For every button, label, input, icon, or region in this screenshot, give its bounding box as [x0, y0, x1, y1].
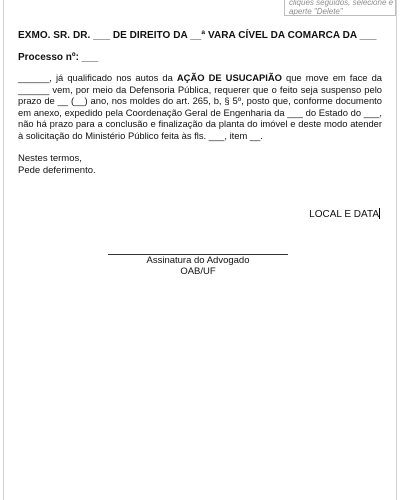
process-number[interactable]: Processo nº: ___ — [18, 52, 99, 63]
closing-line-2: Pede deferimento. — [18, 165, 96, 176]
signature-block[interactable] — [108, 255, 288, 277]
page-border-left — [3, 0, 4, 500]
tooltip-line-2: aperte "Delete" — [289, 7, 343, 16]
tooltip-hint — [284, 0, 396, 16]
action-title: AÇÃO DE USUCAPIÃO — [176, 72, 282, 83]
body-text-part-1: ______, já qualificado nos autos da — [18, 72, 177, 83]
body-text-part-2: que move em face da ______ vem, por meio da Defensoria Pública, requerer que o feito seja suspenso pelo prazo de __ (__) ano, nos moldes do art. 265, b, § 5º, posto que, conforme documento em anexo, expedido pela Coordenação Geral de Engenharia da ___ do Estado do ___, não há prazo para a conclusão e finalização da planta do imóvel e deste modo atender à solicitação do Ministério Público feita às fls. ___, item __. — [18, 72, 383, 141]
tooltip-line-1: cliques seguidos, selecione e — [289, 0, 394, 7]
signature-label: Assinatura do Advogado — [146, 255, 250, 266]
document-heading[interactable]: EXMO. SR. DR. ___ DE DIREITO DA __ª VARA CÍVEL DA COMARCA DA ___ — [18, 30, 377, 41]
local-and-date-text: LOCAL E DATA — [309, 209, 379, 220]
oab-label: OAB/UF — [180, 266, 216, 277]
closing-line-1: Nestes termos, — [18, 153, 82, 164]
page-border-right — [396, 0, 397, 500]
local-and-date[interactable] — [309, 208, 380, 220]
closing-block[interactable] — [18, 153, 96, 177]
body-paragraph[interactable] — [18, 72, 382, 142]
text-cursor — [379, 208, 380, 219]
